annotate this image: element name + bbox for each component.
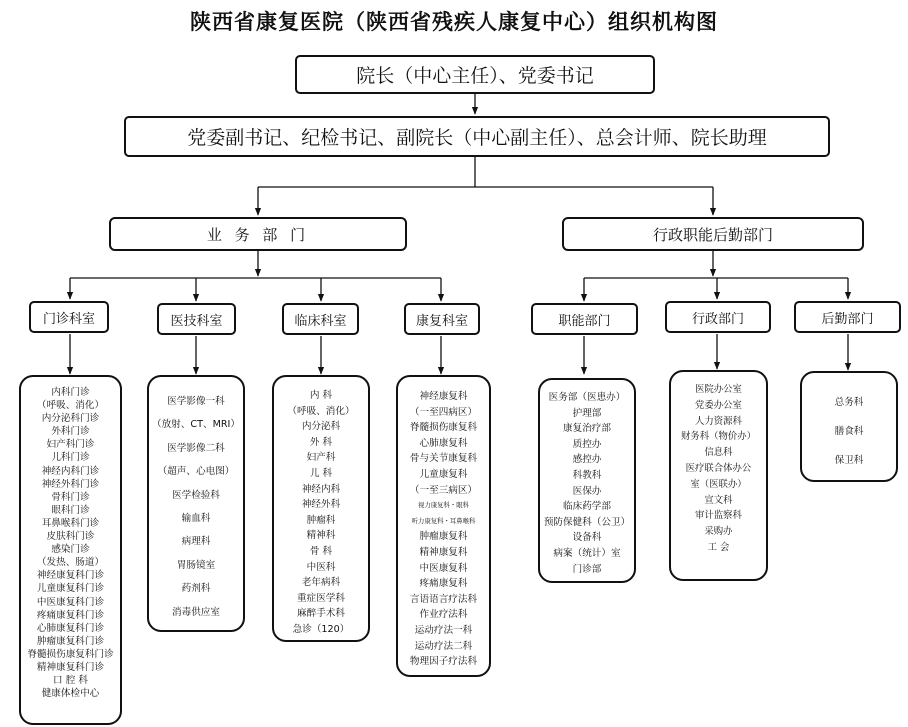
list-item: 消毒供应室 xyxy=(172,606,220,618)
list-item: 心肺康复科门诊 xyxy=(36,622,105,634)
list-item: 感控办 xyxy=(572,454,602,466)
list-item: 疼痛康复科门诊 xyxy=(36,609,105,621)
list-item: 骨与关节康复科 xyxy=(409,453,478,465)
list-item: （放射、CT、MRI） xyxy=(152,419,240,431)
vice-leaders-box: 党委副书记、纪检书记、副院长（中心副主任）、总会计师、院长助理 xyxy=(124,116,830,157)
list-item: 人力资源科 xyxy=(695,415,742,427)
list-item: 病理科 xyxy=(181,536,211,548)
list-rehab xyxy=(396,375,491,677)
list-item: 听力康复科・耳鼻喉科 xyxy=(411,516,476,525)
list-item: 神经外科门诊 xyxy=(41,478,100,490)
list-item: 内分泌科 xyxy=(301,421,341,433)
list-item: （一至三病区） xyxy=(409,484,478,496)
dept-rehab: 康复科室 xyxy=(404,303,480,335)
list-item: 脊髓损伤康复科门诊 xyxy=(27,648,114,660)
president-box: 院长（中心主任）、党委书记 xyxy=(295,55,655,94)
list-item: 脊髓损伤康复科 xyxy=(409,422,478,434)
list-item: 妇产科门诊 xyxy=(46,439,95,451)
list-item: 老年病科 xyxy=(301,577,341,589)
list-item: 儿童康复科门诊 xyxy=(36,583,105,595)
list-item: 肿瘤科 xyxy=(306,514,336,526)
list-item: （超声、心电图） xyxy=(157,466,235,478)
list-item: 疼痛康复科 xyxy=(419,578,468,590)
list-item: 眼科门诊 xyxy=(51,504,90,516)
list-item: 物理因子疗法科 xyxy=(409,656,478,668)
list-functional xyxy=(538,378,636,583)
business-departments-box: 业 务 部 门 xyxy=(109,217,407,251)
list-item: 中医科 xyxy=(306,561,336,573)
list-item: 医务部（医患办） xyxy=(548,392,626,403)
list-item: 医学影像二科 xyxy=(167,442,225,454)
chart-title: 陕西省康复医院（陕西省残疾人康复中心）组织机构图 xyxy=(190,10,718,34)
dept-logistics: 后勤部门 xyxy=(794,301,901,333)
list-item: 科教科 xyxy=(572,469,602,481)
list-item: 中医康复科门诊 xyxy=(36,596,105,608)
list-item: 室（医联办） xyxy=(690,478,747,490)
list-item: 感染门诊 xyxy=(51,544,90,556)
list-item: 口 腔 科 xyxy=(53,675,88,687)
list-item: 骨 科 xyxy=(309,545,333,557)
list-item: 作业疗法科 xyxy=(419,609,468,621)
dept-outpatient: 门诊科室 xyxy=(29,301,109,333)
list-item: 中医康复科 xyxy=(419,562,468,574)
list-item: 神经外科 xyxy=(301,499,341,511)
list-item: 麻醉手术科 xyxy=(297,608,345,620)
list-item: 质控办 xyxy=(572,438,602,450)
list-item: 胃肠镜室 xyxy=(176,559,216,571)
list-item: 健康体检中心 xyxy=(41,688,100,700)
list-item: 重症医学科 xyxy=(297,592,345,604)
list-item: 医疗联合体办公 xyxy=(685,462,752,474)
dept-administrative: 行政部门 xyxy=(665,301,771,333)
list-item: 总务科 xyxy=(834,397,864,408)
list-item: （呼吸、消化） xyxy=(36,400,105,412)
list-item: 神经内科门诊 xyxy=(41,465,100,477)
list-item: 医学影像一科 xyxy=(167,396,225,407)
list-item: 皮肤科门诊 xyxy=(46,531,95,543)
list-item: 神经内科 xyxy=(301,483,341,495)
list-item: 党委办公室 xyxy=(695,399,742,411)
list-item: （一至四病区） xyxy=(409,406,478,418)
list-item: 工 会 xyxy=(707,541,730,553)
dept-medtech: 医技科室 xyxy=(157,303,236,335)
list-logistics xyxy=(800,371,898,482)
list-item: 输血科 xyxy=(181,513,211,525)
list-item: 医学检验科 xyxy=(172,489,220,501)
list-administrative xyxy=(669,370,768,581)
list-item: 运动疗法一科 xyxy=(414,624,473,636)
list-item: 膳食科 xyxy=(834,426,864,437)
list-item: 信息科 xyxy=(704,447,733,459)
list-item: 言语语言疗法科 xyxy=(409,593,478,605)
list-item: 神经康复科 xyxy=(419,391,468,402)
list-item: 康复治疗部 xyxy=(563,423,611,435)
list-item: 内科门诊 xyxy=(51,387,90,398)
dept-functional: 职能部门 xyxy=(531,303,638,335)
list-item: 儿童康复科 xyxy=(419,468,468,480)
list-item: 医保办 xyxy=(572,485,602,497)
list-item: 耳鼻喉科门诊 xyxy=(41,517,100,529)
list-item: 审计监察科 xyxy=(695,510,742,522)
list-item: 内分泌科门诊 xyxy=(41,413,100,425)
list-item: 门诊部 xyxy=(572,563,602,575)
list-clinical xyxy=(272,375,370,642)
list-item: 病案（统计）室 xyxy=(553,547,621,559)
list-item: 精神康复科 xyxy=(419,546,468,558)
list-item: 临床药学部 xyxy=(563,501,611,513)
list-item: 精神康复科门诊 xyxy=(36,661,105,673)
list-item: 视力康复科・眼科 xyxy=(417,501,470,510)
dept-clinical: 临床科室 xyxy=(282,303,359,335)
list-item: 精神科 xyxy=(306,530,336,542)
list-item: 肿瘤康复科门诊 xyxy=(36,635,105,647)
list-item: 预防保健科（公卫） xyxy=(543,516,631,528)
list-item: 神经康复科门诊 xyxy=(36,570,105,582)
list-item: 骨科门诊 xyxy=(51,491,90,503)
list-item: 外 科 xyxy=(309,436,333,448)
list-item: 药剂科 xyxy=(181,583,211,595)
list-medtech xyxy=(147,375,245,632)
list-item: 护理部 xyxy=(572,407,602,419)
admin-support-departments-box: 行政职能后勤部门 xyxy=(562,217,864,251)
list-item: （发热、肠道） xyxy=(36,557,105,569)
list-item: 医院办公室 xyxy=(695,384,742,395)
list-item: 妇产科 xyxy=(306,452,336,464)
list-item: 设备科 xyxy=(572,532,602,544)
list-item: 儿科门诊 xyxy=(51,452,90,464)
list-item: 宣文科 xyxy=(704,494,733,506)
list-item: 采购办 xyxy=(704,526,733,538)
list-outpatient xyxy=(19,375,122,725)
list-item: 心肺康复科 xyxy=(419,437,468,449)
list-item: 儿 科 xyxy=(309,467,333,479)
list-item: 外科门诊 xyxy=(51,426,90,438)
list-item: （呼吸、消化） xyxy=(287,405,355,417)
list-item: 财务科（物价办） xyxy=(680,431,756,443)
list-item: 肿瘤康复科 xyxy=(419,531,468,543)
list-item: 运动疗法二科 xyxy=(414,640,473,652)
list-item: 急诊（120） xyxy=(292,623,350,635)
list-item: 保卫科 xyxy=(834,455,864,466)
list-item: 内 科 xyxy=(309,390,333,401)
